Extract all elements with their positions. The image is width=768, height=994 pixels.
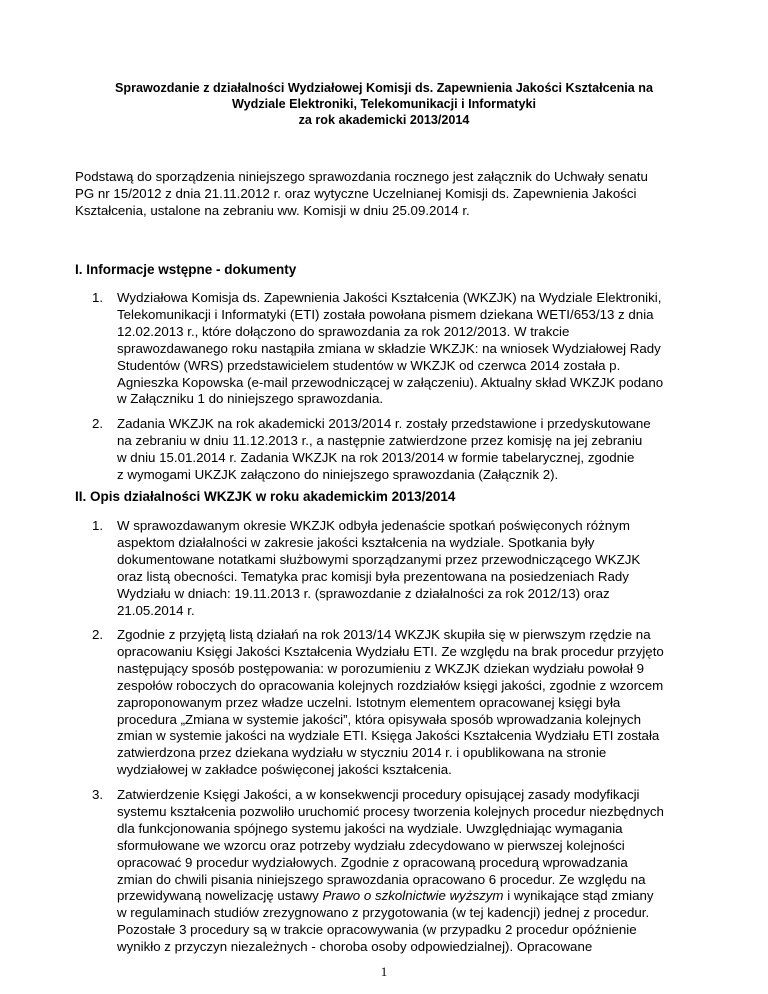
text-line: sformułowane we wzorcu oraz potrzeby wydziału zdecydowano w pierwszej kolejności (117, 837, 625, 853)
text-line: 21.05.2014 r. (117, 602, 195, 618)
text-line: Studentów (WRS) przedstawicielem studentów w WKZJK od czerwca 2014 została p. (117, 357, 621, 373)
text-line: oraz listą obecności. Tematyka prac komisji była prezentowana na posiedzeniach Rady (117, 568, 629, 584)
page-number: 1 (380, 964, 388, 979)
text-line: W sprawozdawanym okresie WKZJK odbyła jedenaście spotkań poświęconych różnym (117, 518, 630, 533)
title-line: Wydziale Elektroniki, Telekomunikacji i Informatyki (232, 97, 536, 111)
text-line: wynikło z przyczyn niezależnych - choroba osoby odpowiedzialnej). Opracowane (117, 939, 593, 955)
text-line: zespołów roboczych do opracowania kolejnych rozdziałów księgi jakości, zgodnie z wzorcem (117, 677, 664, 693)
text-line: w regulaminach studiów zrezygnowano z przygotowania (w tej kadencji) jednej z procedur. (117, 905, 650, 921)
list-number: 3. (92, 787, 104, 802)
text-line: opracować 9 procedur wydziałowych. Zgodnie z opracowaną procedurą wprowadzania (117, 854, 628, 870)
text-line: na zebraniu w dniu 11.12.2013 r., a następnie zatwierdzone przez komisję na jej zebraniu (117, 432, 643, 448)
text-line: opracowaniu Księgi Jakości Kształcenia Wydziału ETI. Ze względu na brak procedur przyjęto (117, 643, 664, 659)
text-line: zmian w systemie jakości na wydziale ETI. Księga Jakości Kształcenia Wydziału ETI została (117, 728, 660, 744)
list-text (117, 416, 651, 484)
list-number: 2. (92, 416, 104, 431)
text-segment: i wynikające stąd zmiany (503, 888, 654, 904)
intro-line: Kształcenia, ustalone na zebraniu ww. Komisji w dniu 25.09.2014 r. (75, 203, 470, 218)
text-line: sprawozdawanego roku nastąpiła zmiana w składzie WKZJK: na wniosek Wydziałowej Rady (117, 340, 661, 356)
text-line: Telekomunikacji i Informatyki (ETI) została powołana pismem dziekana WETI/653/13 z dnia (117, 306, 654, 322)
text-line: Zatwierdzenie Księgi Jakości, a w konsekwencji procedury opisującej zasady modyfikacji (117, 787, 640, 802)
text-line: aspektom działalności w zakresie jakości kształcenia na wydziale. Spotkania były (117, 534, 595, 550)
text-line: wydziałowej w zakładce poświęconej jakości kształcenia. (117, 762, 452, 778)
list-number: 1. (92, 518, 104, 533)
list-number: 2. (92, 627, 104, 642)
text-line: dokumentowane notatkami służbowymi sporządzanymi przez przewodniczącego WKZJK (117, 551, 641, 567)
text-line: Wydziałowa Komisja ds. Zapewnienia Jakości Kształcenia (WKZJK) na Wydziale Elektroniki, (117, 290, 662, 305)
text-line: Zgodnie z przyjętą listą działań na rok 2013/14 WKZJK skupiła się w pierwszym rzędzie na (117, 627, 651, 642)
text-segment: przewidywaną nowelizację ustawy (117, 888, 323, 904)
title-line: za rok akademicki 2013/2014 (298, 113, 470, 127)
text-line: systemu kształcenia pozwoliło uruchomić procesy tworzenia kolejnych procedur niezbędnych (117, 803, 664, 819)
text-line: z wymogami UKZJK załączono do niniejszego sprawozdania (Załącznik 2). (117, 466, 559, 482)
title-line: Sprawozdanie z działalności Wydziałowej Komisji ds. Zapewnienia Jakości Kształcenia na (115, 81, 653, 95)
list-text (117, 627, 664, 779)
text-line (117, 888, 664, 905)
text-line: dla funkcjonowania spójnego systemu jakości na wydziale. Uwzględniając wymagania (117, 820, 623, 836)
text-line: w dniu 15.01.2014 r. Zadania WKZJK na rok 2013/2014 w formie tabelarycznej, zgodnie (117, 449, 635, 465)
list-text (117, 518, 640, 619)
text-line: w Załączniku 1 do niniejszego sprawozdania. (117, 391, 384, 407)
text-line: zaproponowanym przez władze uczelni. Istotnym elementem opracowanej księgi była (117, 694, 621, 710)
section-heading-1: I. Informacje wstępne - dokumenty (75, 262, 297, 277)
list-text (117, 787, 664, 956)
text-line: Pozostałe 3 procedury są w trakcie opracowywania (w przypadku 2 procedur opóźnienie (117, 922, 637, 938)
intro-line: Podstawą do sporządzenia niniejszego sprawozdania rocznego jest załącznik do Uchwały senatu (75, 169, 648, 184)
text-line: zatwierdzona przez dziekana wydziału w styczniu 2014 r. i opublikowana na stronie (117, 745, 607, 761)
text-line: 12.02.2013 r., które dołączono do sprawozdania za rok 2012/2013. W trakcie (117, 323, 570, 339)
text-line: następujący sposób postępowania: w porozumieniu z WKZJK dziekan wydziału powołał 9 (117, 660, 644, 676)
text-line: Wydziału w dniach: 19.11.2013 r. (sprawozdanie z działalności za rok 2012/13) oraz (117, 585, 610, 601)
italic-law-title: Prawo o szkolnictwie wyższym (322, 888, 504, 904)
text-line: Zadania WKZJK na rok akademicki 2013/2014 r. zostały przedstawione i przedyskutowane (117, 416, 651, 431)
list-number: 1. (92, 290, 104, 305)
intro-paragraph (75, 168, 715, 219)
report-title (60, 80, 708, 128)
list-text (117, 290, 663, 408)
intro-line: PG nr 15/2012 z dnia 21.11.2012 r. oraz wytyczne Uczelnianej Komisji ds. Zapewnienia Jakości (75, 186, 637, 201)
text-line: zmian do chwili pisania niniejszego sprawozdania opracowano 6 procedur. Ze względu na (117, 871, 646, 887)
text-line: procedura „Zmiana w systemie jakości”, która opisywała sposób wprowadzania kolejnych (117, 711, 641, 727)
text-line: Agnieszka Kopowska (e-mail przewodniczącej w załączeniu). Aktualny skład WKZJK podano (117, 374, 664, 390)
section-heading-2: II. Opis działalności WKZJK w roku akademickim 2013/2014 (75, 489, 456, 504)
